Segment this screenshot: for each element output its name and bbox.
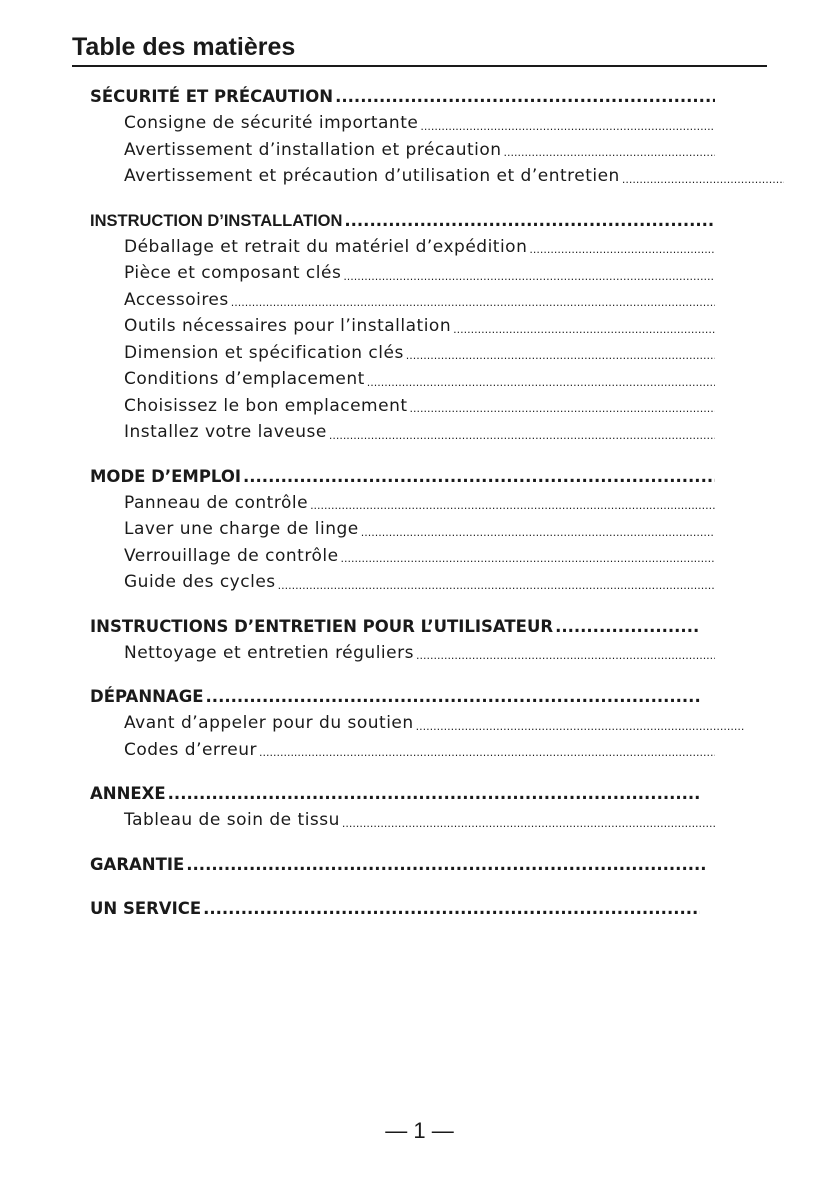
dot-leader <box>622 170 784 190</box>
dot-leader <box>329 426 715 446</box>
toc-entry-label: Laver une charge de linge <box>124 519 359 539</box>
dot-leader <box>344 208 715 234</box>
page-number: — 1 — <box>385 1118 454 1143</box>
dot-leader <box>186 852 708 878</box>
dot-leader <box>555 614 700 640</box>
toc-heading[interactable] <box>90 208 715 234</box>
toc-section-troubleshooting <box>90 684 715 763</box>
toc-entry[interactable] <box>90 137 715 164</box>
toc-entry[interactable] <box>90 640 715 667</box>
dot-leader <box>410 399 715 419</box>
toc-entry-label: Outils nécessaires pour l’installation <box>124 316 452 336</box>
toc-section-usage <box>90 464 715 596</box>
dot-leader <box>504 143 715 163</box>
toc-heading-label: ANNEXE <box>90 784 166 803</box>
toc-entry-label: Avant d’appeler pour du soutien <box>124 713 414 733</box>
toc-entry-label: Conditions d’emplacement <box>124 369 365 389</box>
dot-leader <box>206 684 700 710</box>
table-of-contents <box>90 84 715 940</box>
toc-entry-label: Choisissez le bon emplacement <box>124 395 408 416</box>
toc-entry-label: Nettoyage et entretien réguliers <box>124 642 414 663</box>
dot-leader <box>341 549 715 569</box>
toc-heading-label: GARANTIE <box>90 854 185 874</box>
toc-entry-label: Avertissement et précaution d’utilisation et d’entretien <box>124 166 620 186</box>
toc-entry-label: Tableau de soin de tissu <box>124 810 340 830</box>
dot-leader <box>259 743 715 763</box>
toc-heading-label: INSTRUCTION D’INSTALLATION <box>90 211 343 230</box>
toc-entry[interactable] <box>90 366 715 393</box>
dot-leader <box>529 240 715 260</box>
dot-leader <box>367 373 715 393</box>
toc-heading[interactable] <box>90 896 700 922</box>
dot-leader <box>168 781 700 807</box>
toc-entry[interactable] <box>90 340 715 367</box>
toc-entry[interactable] <box>90 737 715 764</box>
toc-entry-label: Avertissement d’installation et précaution <box>124 139 502 160</box>
dot-leader <box>343 267 715 287</box>
toc-entry[interactable] <box>90 419 715 446</box>
toc-section-service <box>90 896 715 922</box>
dot-leader <box>278 576 715 596</box>
toc-entry[interactable] <box>90 313 715 340</box>
toc-heading[interactable] <box>90 464 715 490</box>
toc-entry[interactable] <box>90 516 715 543</box>
toc-entry[interactable] <box>90 393 715 420</box>
toc-entry[interactable] <box>90 807 715 834</box>
toc-heading[interactable] <box>90 614 700 640</box>
toc-heading[interactable] <box>90 781 700 807</box>
toc-section-safety <box>90 84 715 190</box>
toc-entry-label: Consigne de sécurité importante <box>124 113 419 133</box>
toc-entry-label: Panneau de contrôle <box>124 492 309 513</box>
dot-leader <box>342 814 715 834</box>
toc-entry[interactable] <box>90 569 715 596</box>
toc-entry-label: Accessoires <box>124 289 229 310</box>
dot-leader <box>231 293 715 313</box>
dot-leader <box>361 523 715 543</box>
dot-leader <box>453 320 715 340</box>
toc-section-installation <box>90 208 715 446</box>
dot-leader <box>406 346 715 366</box>
dot-leader <box>243 464 715 490</box>
toc-heading[interactable] <box>90 684 700 710</box>
dot-leader <box>416 646 715 666</box>
toc-entry-label: Installez votre laveuse <box>124 422 327 442</box>
dot-leader <box>203 896 700 922</box>
dot-leader <box>335 84 715 110</box>
toc-entry-label: Dimension et spécification clés <box>124 342 404 363</box>
dot-leader <box>416 717 744 737</box>
toc-entry[interactable] <box>90 260 715 287</box>
toc-entry-label: Déballage et retrait du matériel d’expédition <box>124 236 528 257</box>
toc-section-warranty <box>90 852 715 878</box>
toc-entry[interactable] <box>90 287 715 314</box>
toc-heading[interactable] <box>90 84 715 110</box>
toc-section-maintenance <box>90 614 715 667</box>
toc-heading-label: UN SERVICE <box>90 898 202 918</box>
toc-heading-label: SÉCURITÉ ET PRÉCAUTION <box>90 87 334 106</box>
dot-leader <box>420 117 715 137</box>
toc-heading-label: MODE D’EMPLOI <box>90 466 241 486</box>
toc-section-appendix <box>90 781 715 834</box>
toc-entry-label: Pièce et composant clés <box>124 263 342 283</box>
title-divider <box>72 65 767 67</box>
toc-entry[interactable] <box>90 234 715 261</box>
toc-entry[interactable] <box>90 490 715 517</box>
toc-heading[interactable] <box>90 852 708 878</box>
toc-entry[interactable] <box>90 543 715 570</box>
toc-entry-label: Verrouillage de contrôle <box>124 545 339 566</box>
toc-entry[interactable] <box>90 163 784 190</box>
toc-heading-label: INSTRUCTIONS D’ENTRETIEN POUR L’UTILISATEUR <box>90 616 554 636</box>
toc-heading-label: DÉPANNAGE <box>90 687 204 706</box>
toc-entry-label: Codes d’erreur <box>124 739 257 760</box>
toc-entry[interactable] <box>90 710 744 737</box>
toc-entry[interactable] <box>90 110 715 137</box>
toc-entry-label: Guide des cycles <box>124 572 276 592</box>
dot-leader <box>310 496 715 516</box>
page-title: Table des matières <box>72 33 296 61</box>
